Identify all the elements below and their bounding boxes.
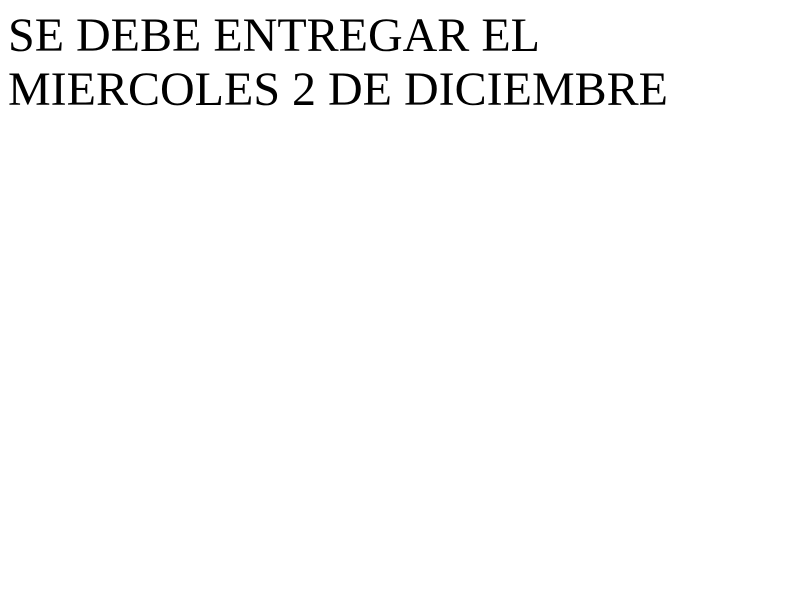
notice-line-2: MIERCOLES 2 DE DICIEMBRE — [8, 63, 668, 116]
deadline-notice — [8, 9, 668, 117]
notice-line-1: SE DEBE ENTREGAR EL — [8, 9, 540, 62]
